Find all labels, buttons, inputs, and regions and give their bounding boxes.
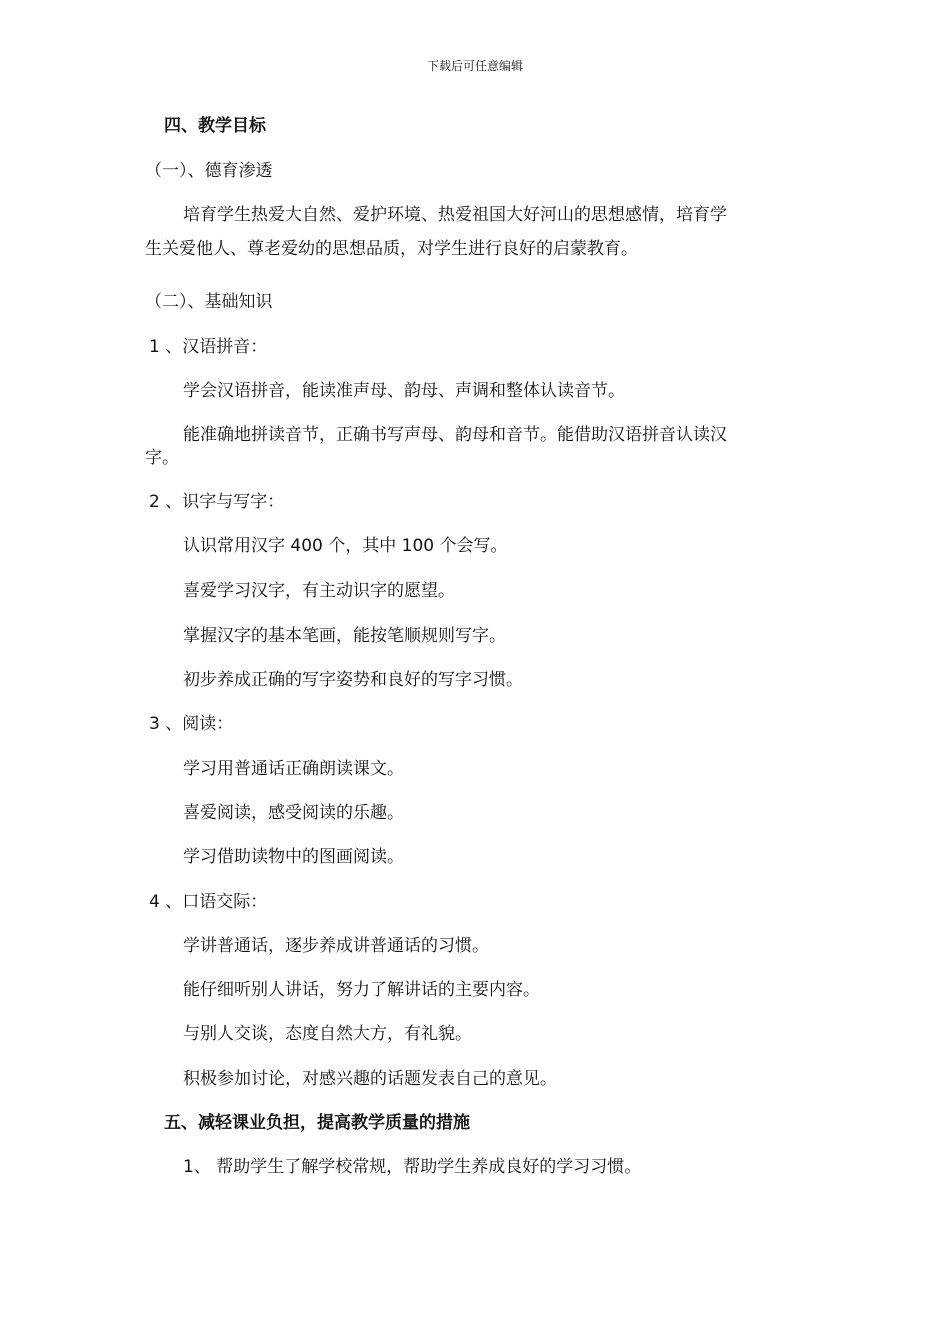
oral-item-2: 能仔细听别人讲话，努力了解讲话的主要内容。 xyxy=(183,980,540,1000)
reading-item-1: 学习用普通话正确朗读课文。 xyxy=(183,759,404,779)
page-header: 下载后可任意编辑 xyxy=(426,59,523,73)
reading-item-2: 喜爱阅读，感受阅读的乐趣。 xyxy=(183,803,404,823)
oral-item-1: 学讲普通话，逐步养成讲普通话的习惯。 xyxy=(183,936,489,956)
moral-education-text-line2: 生关爱他人、尊老爱幼的思想品质，对学生进行良好的启蒙教育。 xyxy=(145,239,638,259)
pinyin-heading: 1 、汉语拼音： xyxy=(149,337,268,357)
oral-item-4: 积极参加讨论，对感兴趣的话题发表自己的意见。 xyxy=(183,1069,557,1089)
basic-knowledge-heading: （二）、基础知识 xyxy=(145,292,273,312)
pinyin-item-2-line2: 字。 xyxy=(145,448,179,468)
pinyin-item-1: 学会汉语拼音，能读准声母、韵母、声调和整体认读音节。 xyxy=(183,381,625,401)
reading-item-3: 学习借助读物中的图画阅读。 xyxy=(183,847,404,867)
oral-communication-heading: 4 、口语交际： xyxy=(149,892,268,912)
section-5-title: 五、减轻课业负担，提高教学质量的措施 xyxy=(164,1113,470,1133)
pinyin-item-2-line1: 能准确地拼读音节，正确书写声母、韵母和音节。能借助汉语拼音认读汉 xyxy=(183,425,727,445)
writing-item-2: 喜爱学习汉字，有主动识字的愿望。 xyxy=(183,581,455,601)
reading-heading: 3 、阅读： xyxy=(149,714,234,734)
oral-item-3: 与别人交谈，态度自然大方，有礼貌。 xyxy=(183,1024,472,1044)
writing-heading: 2 、识字与写字： xyxy=(149,492,285,512)
section-4-title: 四、教学目标 xyxy=(164,116,266,136)
moral-education-heading: （一）、德育渗透 xyxy=(145,161,273,181)
writing-item-3: 掌握汉字的基本笔画，能按笔顺规则写字。 xyxy=(183,626,506,646)
moral-education-text-line1: 培育学生热爱大自然、爱护环境、热爱祖国大好河山的思想感情，培育学 xyxy=(183,205,727,225)
writing-item-1: 认识常用汉字 400 个，其中 100 个会写。 xyxy=(183,536,508,556)
writing-item-4: 初步养成正确的写字姿势和良好的写字习惯。 xyxy=(183,670,523,690)
measure-item-1: 1、 帮助学生了解学校常规，帮助学生养成良好的学习习惯。 xyxy=(183,1157,642,1177)
